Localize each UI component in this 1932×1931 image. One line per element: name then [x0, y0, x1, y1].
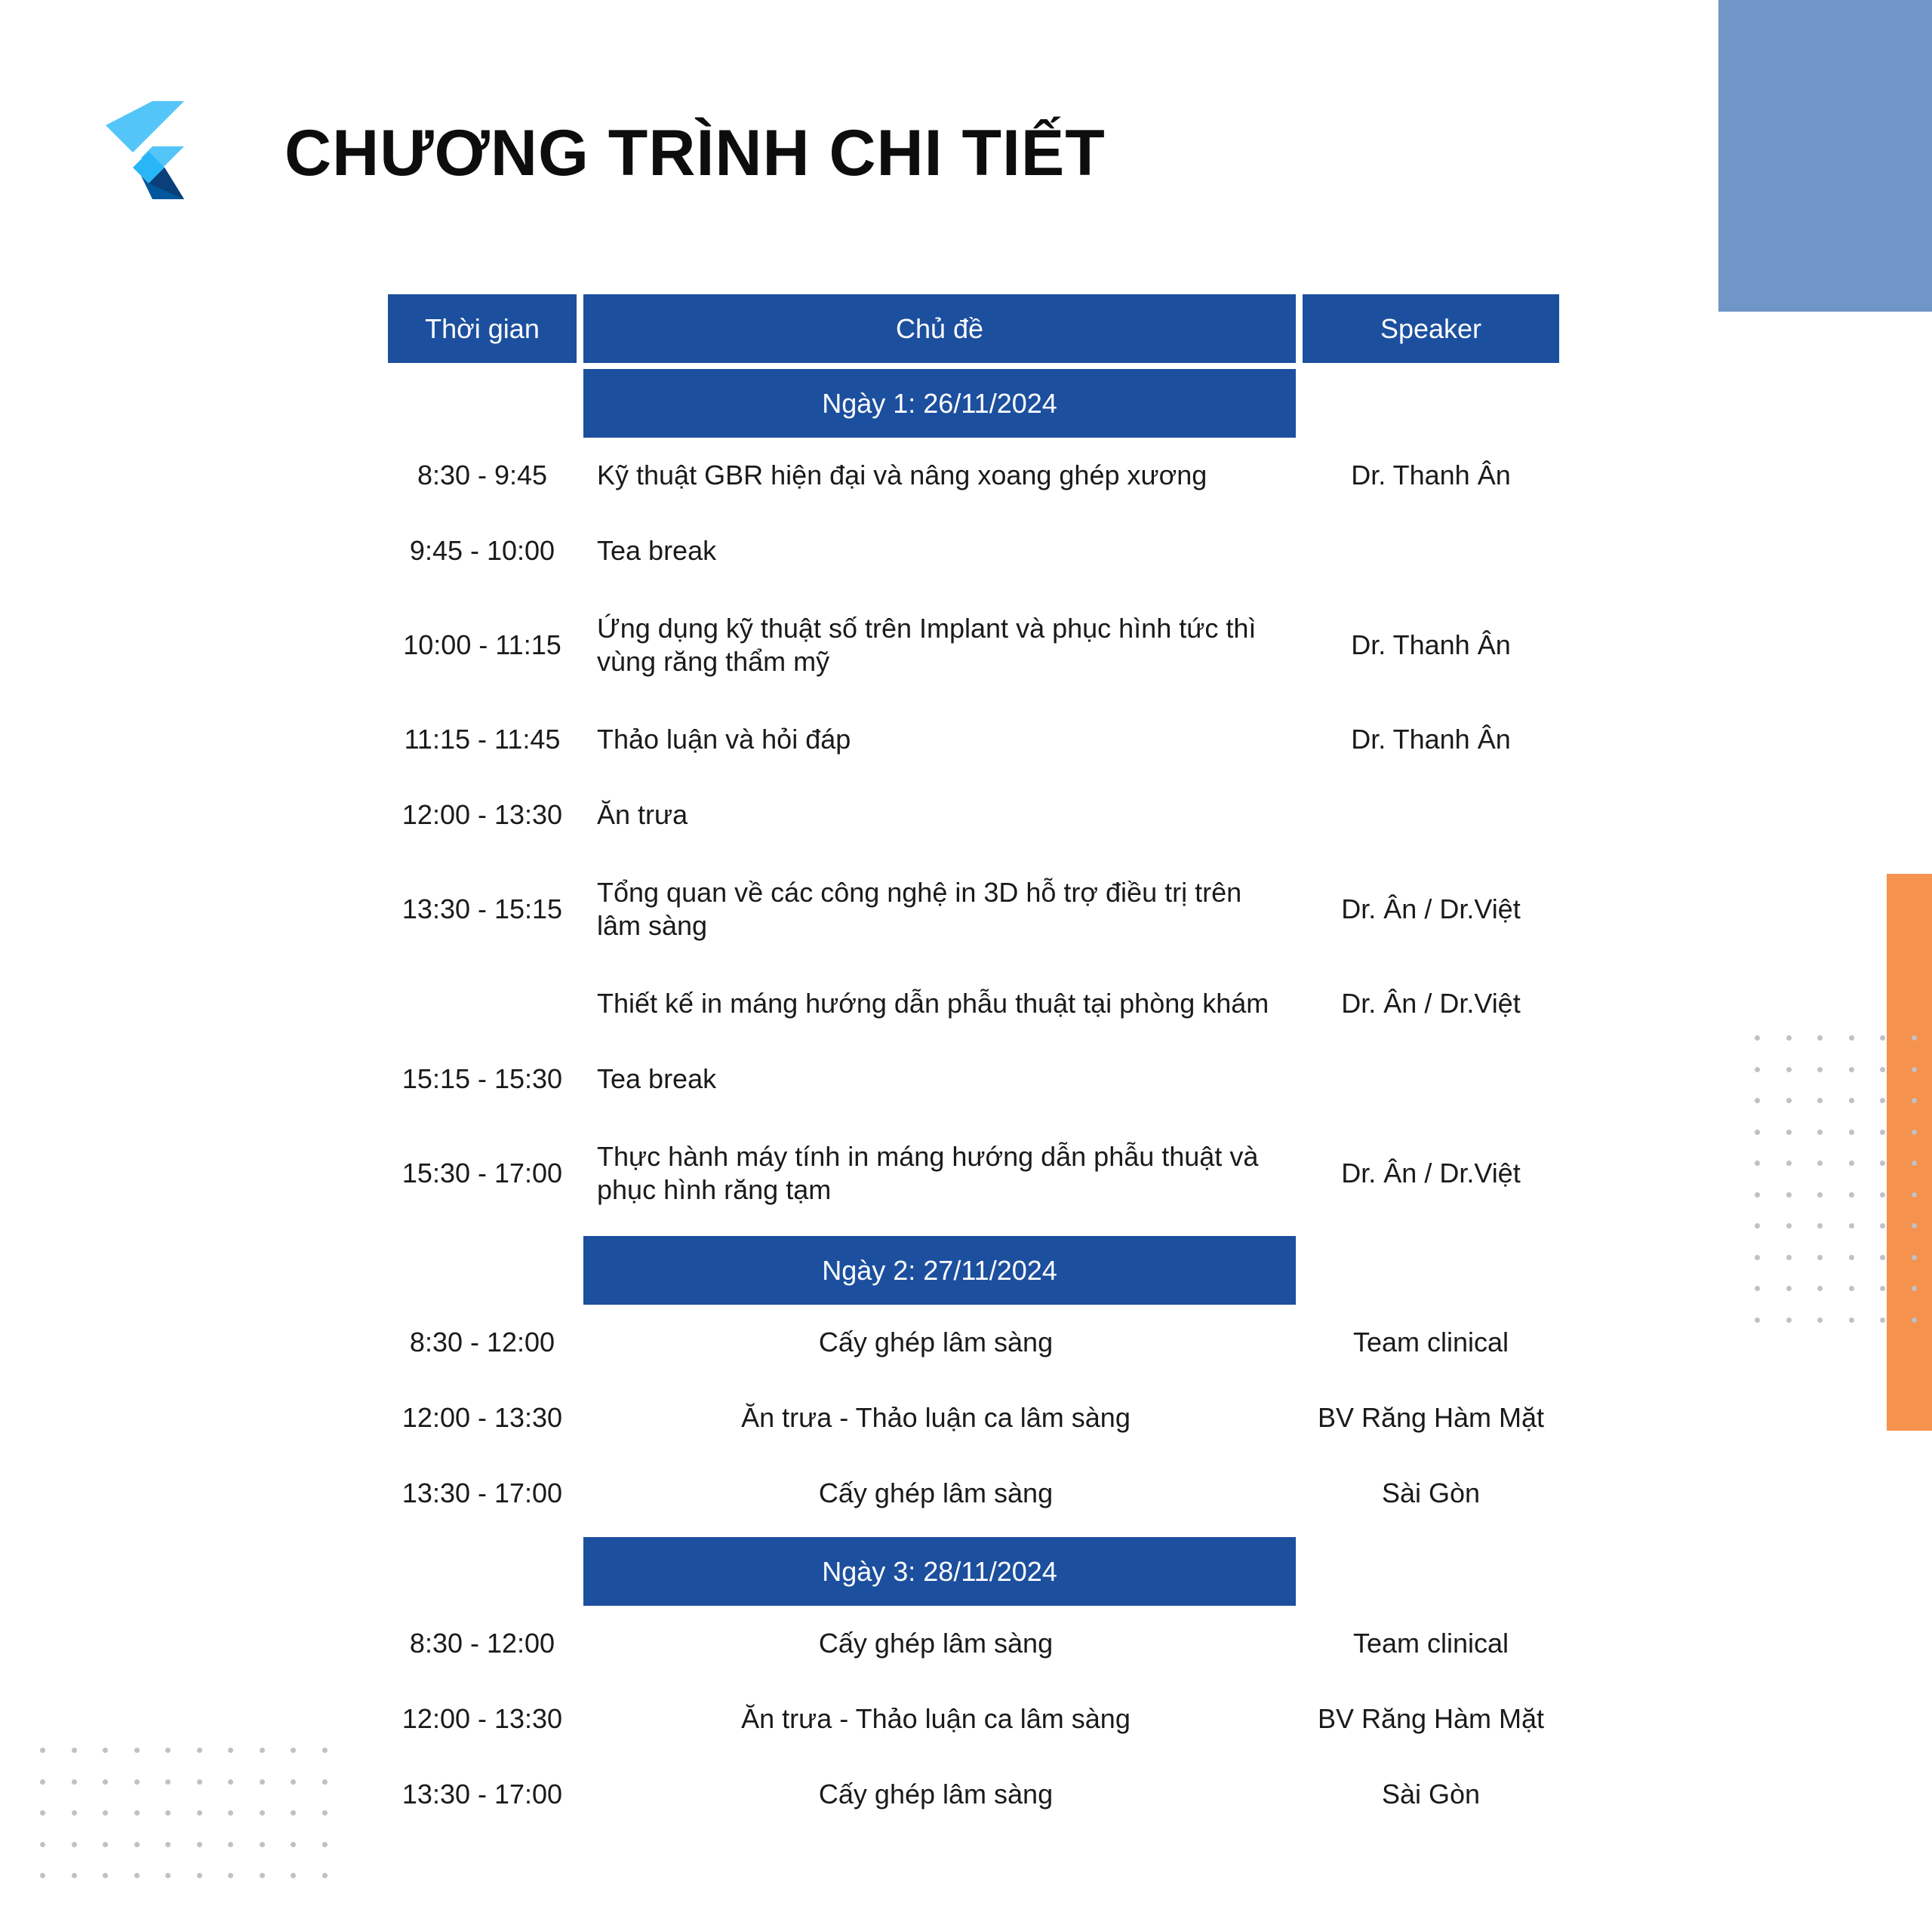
speaker-cell: Sài Gòn	[1381, 1477, 1481, 1508]
dot	[72, 1842, 77, 1847]
time-cell: 11:15 - 11:45	[404, 724, 561, 755]
dot	[134, 1873, 140, 1878]
day-label: Ngày 3: 28/11/2024	[583, 1537, 1296, 1606]
dot	[40, 1810, 45, 1816]
header-topic: Chủ đề	[583, 294, 1296, 363]
day-label: Ngày 1: 26/11/2024	[583, 369, 1296, 438]
dot	[1755, 1098, 1760, 1103]
dot	[134, 1810, 140, 1816]
dot	[1786, 1098, 1792, 1103]
dot	[103, 1810, 108, 1816]
dot	[134, 1842, 140, 1847]
dot	[1786, 1192, 1792, 1198]
speaker-cell: Dr. Thanh Ân	[1351, 460, 1511, 490]
dot	[1849, 1130, 1854, 1135]
table-row	[388, 1681, 1559, 1757]
dot	[165, 1748, 171, 1753]
table-row	[388, 1380, 1559, 1456]
dot	[291, 1810, 296, 1816]
speaker-cell: Dr. Ân / Dr.Việt	[1341, 988, 1521, 1019]
speaker-cell: BV Răng Hàm Mặt	[1317, 1402, 1545, 1433]
dot	[228, 1779, 233, 1785]
dot	[1817, 1223, 1823, 1228]
speaker-cell: Dr. Thanh Ân	[1351, 629, 1511, 660]
dot	[1912, 1192, 1917, 1198]
dot	[165, 1779, 171, 1785]
time-cell: 12:00 - 13:30	[401, 1703, 563, 1734]
dot	[1880, 1161, 1885, 1166]
day-label: Ngày 2: 27/11/2024	[583, 1236, 1296, 1305]
time-cell: 8:30 - 12:00	[409, 1628, 555, 1659]
dot	[1912, 1223, 1917, 1228]
dot	[1755, 1130, 1760, 1135]
table-row	[388, 1757, 1559, 1832]
dot	[1880, 1223, 1885, 1228]
topic-cell: Cấy ghép lâm sàng	[818, 1779, 1054, 1810]
dot	[1786, 1318, 1792, 1323]
dot	[1912, 1035, 1917, 1041]
dot	[322, 1873, 328, 1878]
dot	[228, 1842, 233, 1847]
dot	[228, 1873, 233, 1878]
time-cell: 12:00 - 13:30	[401, 1402, 563, 1433]
table-row	[388, 1606, 1559, 1681]
dot	[1755, 1255, 1760, 1260]
dot	[1786, 1286, 1792, 1291]
topic-cell: Ăn trưa - Thảo luận ca lâm sàng	[741, 1703, 1131, 1734]
table-row	[388, 1117, 1559, 1230]
dot	[1849, 1035, 1854, 1041]
dot	[1817, 1192, 1823, 1198]
dot	[1880, 1286, 1885, 1291]
dot	[1912, 1130, 1917, 1135]
topic-cell: Tổng quan về các công nghệ in 3D hỗ trợ điều trị trên lâm sàng	[597, 877, 1242, 941]
day-header-row	[388, 1537, 1559, 1606]
time-cell: 15:30 - 17:00	[401, 1158, 563, 1188]
table-row	[388, 853, 1559, 966]
schedule-table	[388, 294, 1559, 1832]
table-row	[388, 777, 1559, 853]
dot	[1786, 1130, 1792, 1135]
dot	[1786, 1255, 1792, 1260]
topic-cell: Ứng dụng kỹ thuật số trên Implant và phục hình tức thì vùng răng thẩm mỹ	[597, 613, 1257, 677]
topic-cell: Tea break	[597, 1063, 717, 1094]
dot	[1912, 1161, 1917, 1166]
time-cell: 13:30 - 15:15	[401, 893, 563, 924]
dot	[1755, 1067, 1760, 1072]
dot	[40, 1842, 45, 1847]
dot	[197, 1779, 202, 1785]
dot	[165, 1873, 171, 1878]
speaker-cell: Sài Gòn	[1381, 1779, 1481, 1810]
dot	[72, 1748, 77, 1753]
speaker-cell: Team clinical	[1352, 1628, 1509, 1659]
dot	[1912, 1067, 1917, 1072]
dot	[1912, 1318, 1917, 1323]
speaker-cell: BV Răng Hàm Mặt	[1317, 1703, 1545, 1734]
dot	[1755, 1161, 1760, 1166]
dot	[40, 1873, 45, 1878]
topic-cell: Kỹ thuật GBR hiện đại và nâng xoang ghép xương	[597, 460, 1208, 490]
time-cell: 13:30 - 17:00	[401, 1477, 563, 1508]
speaker-cell: Team clinical	[1352, 1327, 1509, 1358]
table-row	[388, 438, 1559, 513]
dot	[103, 1748, 108, 1753]
dot	[1849, 1255, 1854, 1260]
day-header-row	[388, 369, 1559, 438]
dot	[40, 1779, 45, 1785]
dot	[1880, 1192, 1885, 1198]
dot	[103, 1779, 108, 1785]
dot	[1880, 1067, 1885, 1072]
dot	[1786, 1161, 1792, 1166]
dot	[260, 1810, 265, 1816]
topic-cell: Thiết kế in máng hướng dẫn phẫu thuật tại phòng khám	[597, 988, 1269, 1019]
topic-cell: Cấy ghép lâm sàng	[818, 1327, 1054, 1358]
dot	[1817, 1067, 1823, 1072]
dot	[1755, 1223, 1760, 1228]
header-time: Thời gian	[388, 294, 577, 363]
dot	[197, 1873, 202, 1878]
table-header-row	[388, 294, 1559, 363]
dot	[72, 1873, 77, 1878]
dot	[72, 1810, 77, 1816]
time-cell: 8:30 - 9:45	[417, 460, 548, 490]
dot	[1880, 1318, 1885, 1323]
dot	[1849, 1161, 1854, 1166]
topic-cell: Cấy ghép lâm sàng	[818, 1477, 1054, 1508]
dot	[1786, 1035, 1792, 1041]
topic-cell: Thực hành máy tính in máng hướng dẫn phẫu thuật và phục hình răng tạm	[597, 1141, 1259, 1205]
time-cell: 10:00 - 11:15	[403, 629, 561, 660]
speaker-cell: Dr. Thanh Ân	[1351, 724, 1511, 755]
dot	[1817, 1255, 1823, 1260]
dot	[291, 1779, 296, 1785]
dot	[1880, 1035, 1885, 1041]
dot	[1880, 1098, 1885, 1103]
dot	[1786, 1067, 1792, 1072]
speaker-cell: Dr. Ân / Dr.Việt	[1341, 1158, 1521, 1188]
dot	[1849, 1286, 1854, 1291]
dot	[260, 1842, 265, 1847]
dot	[322, 1748, 328, 1753]
dot	[322, 1842, 328, 1847]
dot	[134, 1748, 140, 1753]
dot	[1817, 1161, 1823, 1166]
dot	[1880, 1255, 1885, 1260]
dot	[1755, 1318, 1760, 1323]
dot	[1849, 1223, 1854, 1228]
dot	[1912, 1098, 1917, 1103]
dot	[197, 1748, 202, 1753]
dot	[1817, 1130, 1823, 1135]
table-row	[388, 589, 1559, 702]
dot	[72, 1779, 77, 1785]
dot	[197, 1810, 202, 1816]
decorative-dot-grid-right	[1755, 1035, 1932, 1323]
table-row	[388, 1041, 1559, 1117]
time-cell: 12:00 - 13:30	[401, 799, 563, 830]
dot	[1755, 1192, 1760, 1198]
dot	[165, 1810, 171, 1816]
page-title: CHƯƠNG TRÌNH CHI TIẾT	[285, 117, 1106, 189]
dot	[260, 1748, 265, 1753]
dot	[1755, 1286, 1760, 1291]
flutter-logo-icon	[106, 101, 186, 199]
time-cell: 9:45 - 10:00	[409, 535, 555, 566]
dot	[1849, 1192, 1854, 1198]
dot	[291, 1873, 296, 1878]
topic-cell: Ăn trưa - Thảo luận ca lâm sàng	[741, 1402, 1131, 1433]
topic-cell: Cấy ghép lâm sàng	[818, 1628, 1054, 1659]
dot	[40, 1748, 45, 1753]
header-speaker: Speaker	[1303, 294, 1559, 363]
dot	[197, 1842, 202, 1847]
table-row	[388, 1456, 1559, 1531]
dot	[134, 1779, 140, 1785]
table-row	[388, 513, 1559, 589]
dot	[1880, 1130, 1885, 1135]
dot	[291, 1842, 296, 1847]
dot	[1817, 1318, 1823, 1323]
table-row	[388, 702, 1559, 777]
dot	[1912, 1255, 1917, 1260]
dot	[1817, 1286, 1823, 1291]
dot	[1755, 1035, 1760, 1041]
decorative-dot-grid-left	[40, 1748, 328, 1878]
dot	[322, 1779, 328, 1785]
dot	[322, 1810, 328, 1816]
day-header-row	[388, 1236, 1559, 1305]
time-cell: 13:30 - 17:00	[401, 1779, 563, 1810]
dot	[165, 1842, 171, 1847]
dot	[1817, 1035, 1823, 1041]
dot	[1849, 1098, 1854, 1103]
dot	[260, 1779, 265, 1785]
topic-cell: Tea break	[597, 535, 717, 566]
dot	[1912, 1286, 1917, 1291]
dot	[1849, 1318, 1854, 1323]
dot	[260, 1873, 265, 1878]
topic-cell: Ăn trưa	[597, 799, 688, 830]
time-cell: 15:15 - 15:30	[401, 1063, 563, 1094]
topic-cell: Thảo luận và hỏi đáp	[597, 724, 851, 755]
dot	[228, 1748, 233, 1753]
dot	[103, 1842, 108, 1847]
dot	[103, 1873, 108, 1878]
time-cell: 8:30 - 12:00	[409, 1327, 555, 1358]
table-row	[388, 966, 1559, 1041]
dot	[291, 1748, 296, 1753]
dot	[1817, 1098, 1823, 1103]
speaker-cell: Dr. Ân / Dr.Việt	[1341, 893, 1521, 924]
decorative-blue-block	[1718, 0, 1932, 312]
dot	[228, 1810, 233, 1816]
table-row	[388, 1305, 1559, 1380]
dot	[1849, 1067, 1854, 1072]
table-body	[388, 369, 1559, 1832]
dot	[1786, 1223, 1792, 1228]
